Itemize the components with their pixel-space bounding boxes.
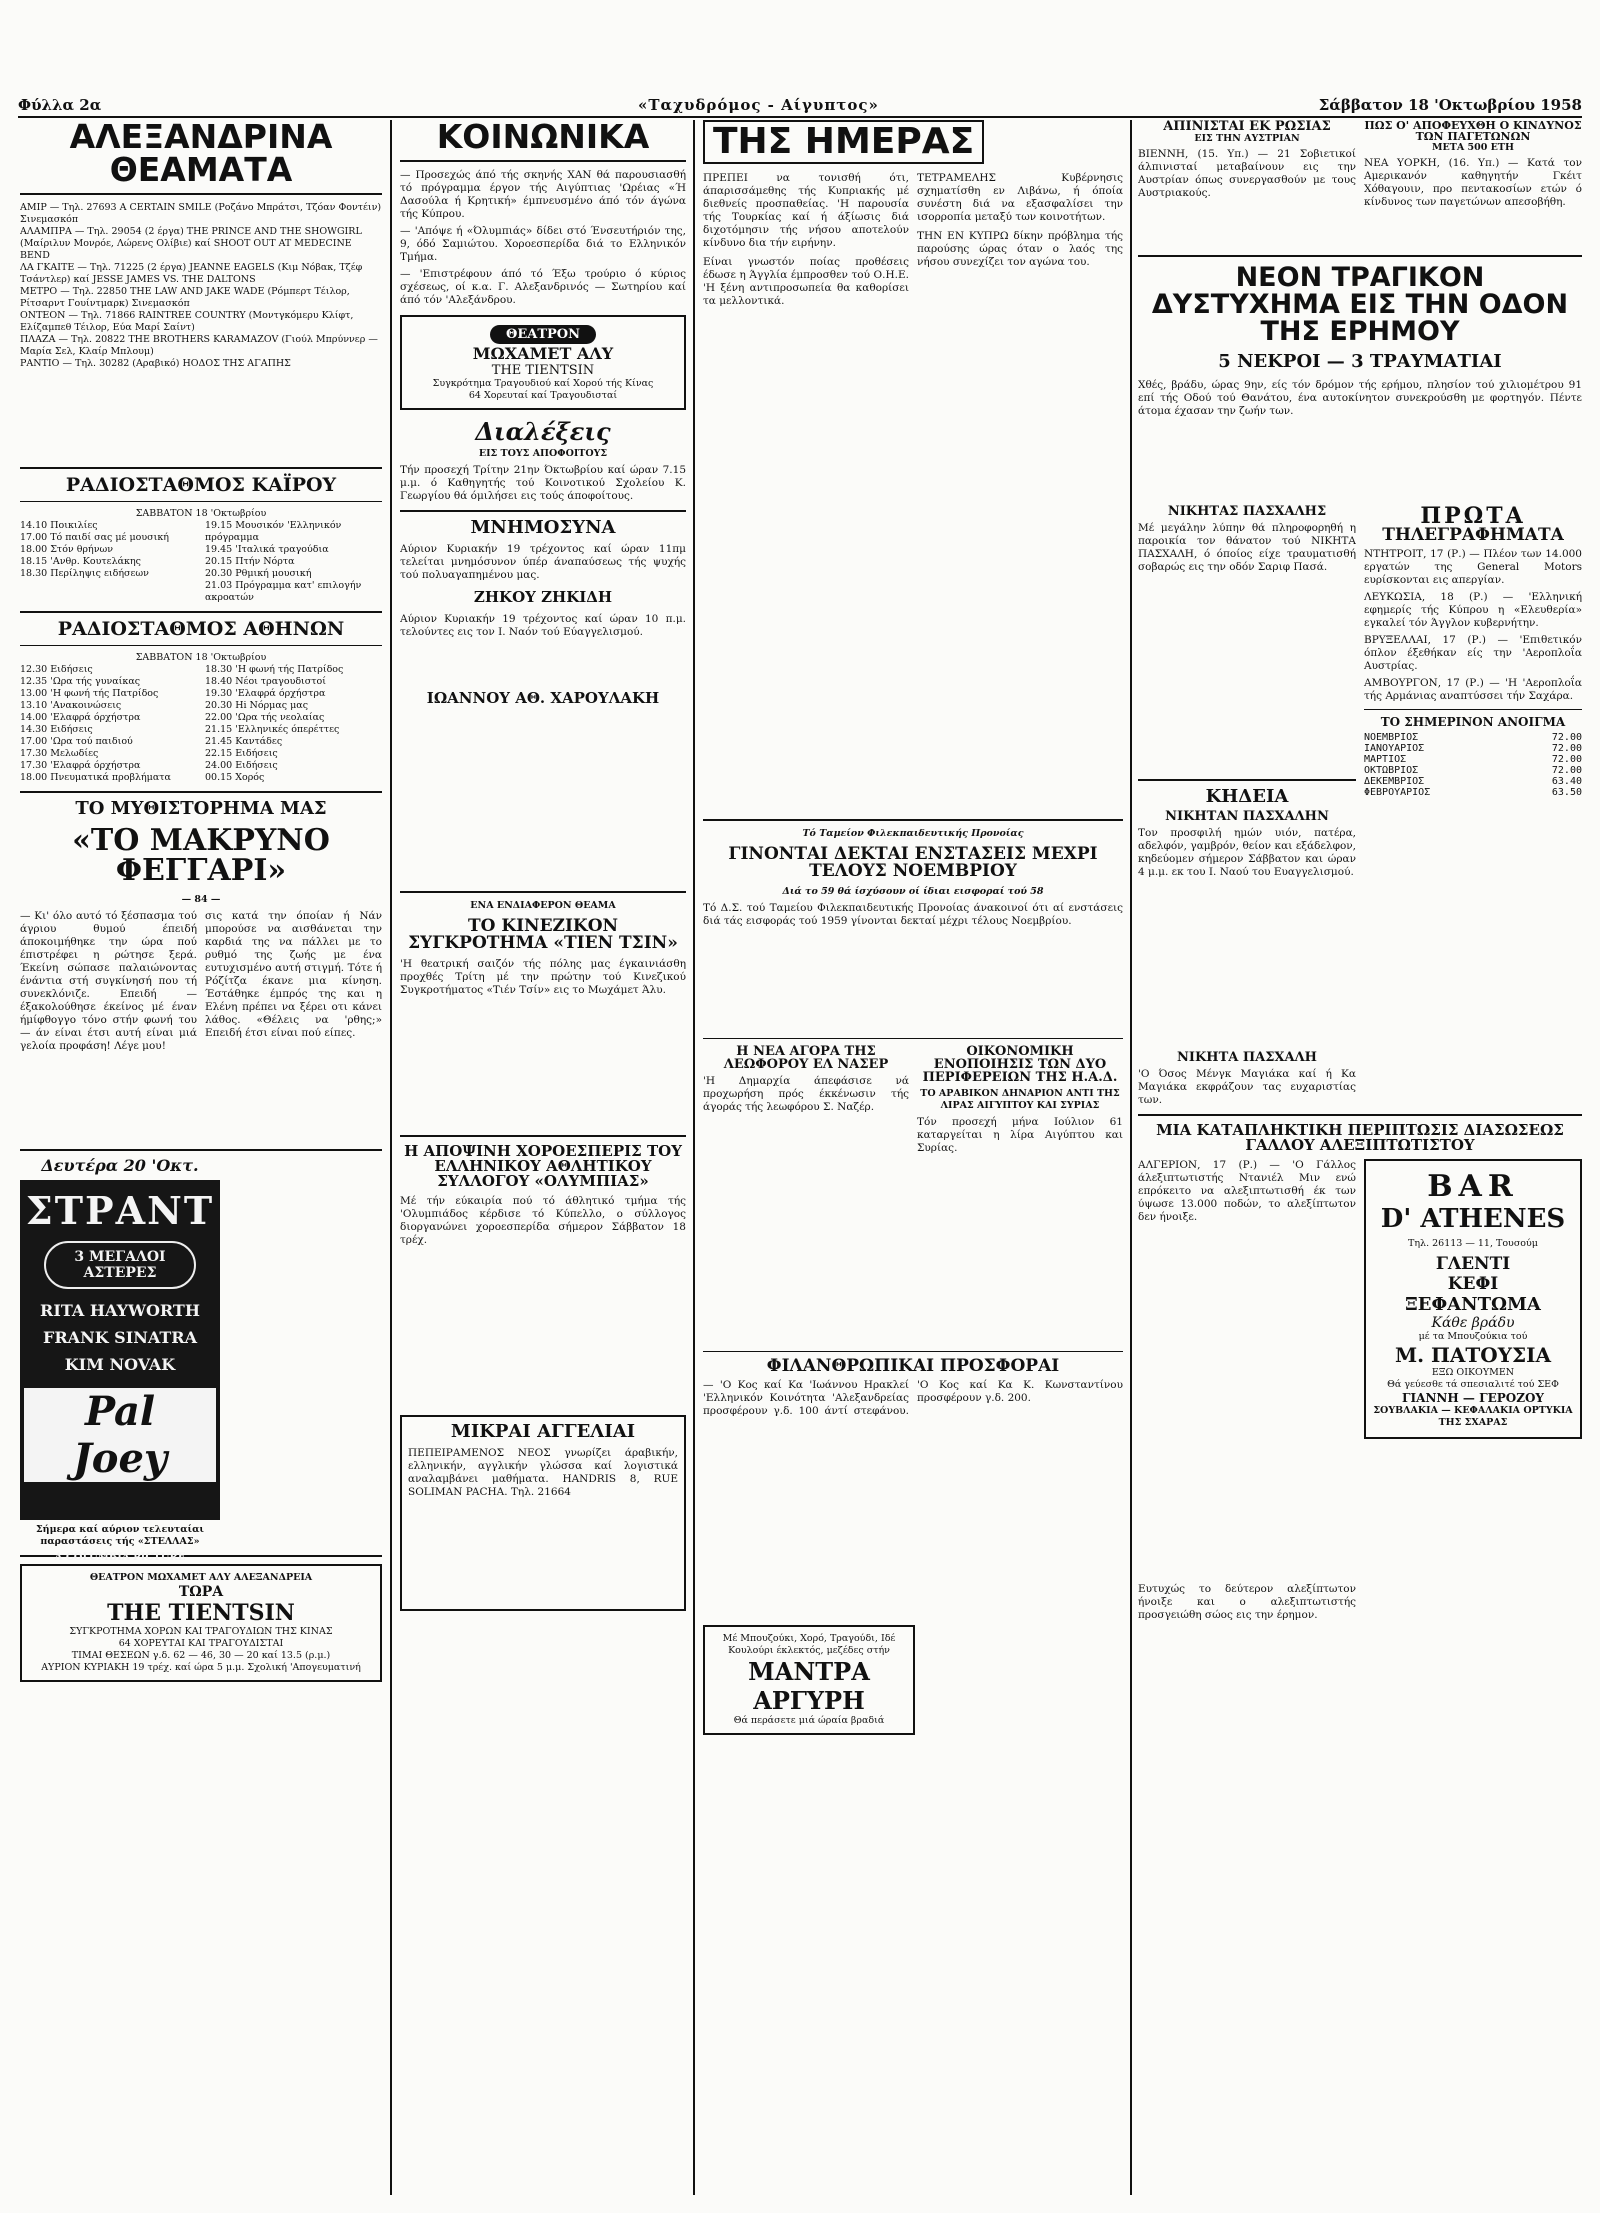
editorial-paragraph: ΤΕΤΡΑΜΕΛΗΣ Κυβέρνησις σχηματίσθη εν Λιβάνω, ή όποία συνέστη διά να εξασφαλίσει την ισορροπία μεταξύ των κοινοτήτων.: [917, 172, 1123, 223]
memorial-name: ΙΩΑΝΝΟΥ ΑΘ. ΧΑΡΟΥΛΑΚΗ: [426, 689, 660, 707]
section-title: ΑΛΕΞΑΝΔΡΙΝΑ ΘΕΑΜΑΤΑ: [69, 120, 333, 189]
social-note: — 'Επιστρέφουν άπό τό Έξω τρούριο ό κύριος σχέσεως, οί κ.α. Γ. Αλεξανδρινός — Σωτηρίου καί άπό τόν 'Αλεξάνδρου.: [400, 268, 686, 306]
thanks-text: 'Ο Όσος Μένγκ Μαγιάκα καί ή Κα Μαγιάκα εκφράζουν τας ευχαριστίας των.: [1138, 1068, 1356, 1106]
exchange-title: ΤΟ ΣΗΜΕΡΙΝΟΝ ΑΝΟΙΓΜΑ: [1380, 715, 1566, 729]
bar-line: Θά γεύεσθε τά σπεσιαλιτέ τού ΣΕΦ: [1387, 1379, 1559, 1390]
russia-sub: ΕΙΣ ΤΗΝ ΑΥΣΤΡΙΑΝ: [1194, 133, 1300, 144]
incident-section: [1138, 1159, 1582, 1622]
russia-text: ΒΙΕΝΝΗ, (15. Υπ.) — 21 Σοβιετικοί άλπινισταί μεταβαίνουν εις την Αυστρίαν όπως συνεργασθούν με τους Αυστριακούς.: [1138, 148, 1356, 199]
schedule-item: 17.00 'Ωρα τού παιδιού: [20, 736, 133, 747]
notice-text: Τό Δ.Σ. τού Ταμείου Φιλεκπαιδευτικής Προνοίας άνακοινοί ότι αί ενστάσεις διά τάς εισφοράς τού 1959 γίνονται δεκταί μέχρι τέλους Νοεμβρίου.: [703, 902, 1123, 927]
charity-text: — 'Ο Κος καί Κα 'Ιωάννου Ηρακλεί 'Ελληνικόν Κοινότητα 'Αλεξανδρείας προσφέρουν γ.δ. 100 άντί στεφάνου. 'Ο Κος καί Κα Κ. Κωνσταντίνου προσφέρουν γ.δ. 200.: [703, 1379, 1123, 1417]
russia-title: ΑΠΙΝΙΣΤΑΙ ΕΚ ΡΩΣΙΑΣ: [1163, 120, 1331, 134]
schedule-item: 24.00 Ειδήσεις: [205, 760, 278, 771]
obit-text: Μέ μεγάλην λύπην θά πληροφορηθή η παροικία τον θάνατον τού ΝΙΚΗΤΑ ΠΑΣΧΑΛΗ, ό όποίος είχε τραυματισθή σοβαρώς εις την οδόν Σαριφ Πασά.: [1138, 522, 1356, 573]
schedule-item: 18.00 Στόν θρήνων: [20, 544, 113, 555]
theatre-label: ΘΕΑΤΡΟΝ: [490, 325, 596, 344]
cinema-item: ΛΑ ΓΚΑΙΤΕ — Τηλ. 71225 (2 έργα) JEANNE EAGELS (Κιμ Νόβακ, Τζέφ Τσάντλερ) καί JESSE JAMES VS. THE DALTONS: [20, 262, 363, 285]
advert-footer: Σήμερα καί αύριον τελευταίαι παραστάσεις τής «ΣΤΕΛΛΑΣ»: [35, 1524, 205, 1547]
exchange-row: ΜΑΡΤΙΟΣ 72.00: [1364, 754, 1582, 765]
theatre-line: ΤΙΜΑΙ ΘΕΣΕΩΝ γ.δ. 62 — 46, 30 — 20 καί 13.5 (ρ.μ.): [71, 1650, 331, 1661]
film-title: Pal Joey: [24, 1388, 216, 1482]
star-name: KIM NOVAK: [64, 1355, 176, 1374]
star-name: FRANK SINATRA: [43, 1328, 197, 1347]
memorial-text: Αύριον Κυριακήν 19 τρέχοντος καί ώραν 10 π.μ. τελούντες εις τον Ι. Ναόν τού Εύαγγελισμού.: [400, 613, 686, 638]
funeral-name: ΝΙΚΗΤΑΝ ΠΑΣΧΑΛΗΝ: [1165, 809, 1329, 824]
novel-kicker: ΤΟ ΜΥΘΙΣΤΟΡΗΜΑ ΜΑΣ: [75, 798, 327, 819]
social-note: — 'Απόψε ή «Όλυμπιάς» δίδει στό Ένσευτήριόν της, 9, όδό Σαμιώτου. Χοροεσπερίδα διά το Ελληνικόν Τμήμα.: [400, 225, 686, 263]
show-title: ΤΟ ΚΙΝΕΖΙΚΟΝ ΣΥΓΚΡΟΤΗΜΑ «ΤΙΕΝ ΤΣΙΝ»: [408, 916, 678, 953]
exchange-row: ΦΕΒΡΟΥΑΡΙΟΣ 63.50: [1364, 787, 1582, 798]
dance-text: Μέ τήν εύκαιρία πού τό άθλητικό τμήμα τής 'Ολυμπιάδος κέρδισε τό Κύπελλο, ο σύλλογος διοργανώνει χοροεσπερίδα σήμερον Σάββατον 18 τρέχ.: [400, 1195, 686, 1246]
novel-column: σις κατά την όποίαν ή Νάν μπορούσε να αισθάνεται την καρδιά της να πάλλει με το ρυθμό της ζωής με ένα ευτυχισμένο αυτή στιγμή. Τότε ή Ρόζίτζα έκανε μια κίνηση. Έστάθηκε έμπρός της και η Ελένη πρέπει να ξέρει οτι κάνει λάθος. «Θέλεις να 'ρθης;» Επειδή έτσι είναι πού είπες.: [205, 910, 382, 1039]
schedule-item: 22.00 'Ωρα τής νεολαίας: [205, 712, 325, 723]
bar-line: ΓΛΕΝΤΙ: [1435, 1254, 1511, 1274]
editorial-paragraph: ΤΗΝ ΕΝ ΚΥΠΡΩ δίκην πρόβλημα τής παρούσης ώρας όταν ο λαός της νήσου συνεχίζει τον αγώνα του.: [917, 230, 1123, 268]
bar-line: ΚΕΦΙ: [1447, 1274, 1499, 1294]
wires-title: ΤΗΛΕΓΡΑΦΗΜΑΤΑ: [1382, 525, 1564, 545]
bar-line: μέ τα Μπουζούκια τού: [1418, 1331, 1528, 1342]
union-title: ΟΙΚΟΝΟΜΙΚΗ ΕΝΟΠΟΙΗΣΙΣ ΤΩΝ ΔΥΟ ΠΕΡΙΦΕΡΕΙΩΝ ΤΗΣ Η.Α.Δ.: [922, 1045, 1118, 1085]
schedule-item: 14.00 'Ελαφρά όρχήστρα: [20, 712, 141, 723]
obit-title: ΝΙΚΗΤΑΣ ΠΑΣΧΑΛΗΣ: [1167, 504, 1327, 519]
concert-line: Θά περάσετε μιά ώραία βραδιά: [733, 1715, 885, 1726]
schedule-item: 17.30 Μελωδίες: [20, 748, 99, 759]
cinema-item: ΡΑΝΤΙΟ — Τηλ. 30282 (Αραβικό) ΗΟΔΟΣ ΤΗΣ ΑΓΑΠΗΣ: [20, 358, 291, 369]
schedule-item: 14.30 Ειδήσεις: [20, 724, 93, 735]
radio-day: ΣΑΒΒΑΤΟΝ 18 'Οκτωβρίου: [135, 652, 267, 663]
concert-venue: ΜΑΝΤΡΑ ΑΡΓΥΡΗ: [748, 1657, 870, 1715]
bar-line: Μ. ΠΑΤΟΥΣΙΑ: [1394, 1343, 1552, 1367]
bar-advert: [1364, 1159, 1582, 1439]
column-rule: [1130, 120, 1132, 2195]
radio-cairo-schedule: [20, 520, 382, 604]
lectures-text: Τήν προσεχή Τρίτην 21ην Όκτωβρίου καί ώραν 7.15 μ.μ. ό Καθηγητής τού Κοινοτικού Σχολείου Κ. Γεωργίου θά όμιλήσει εις τούς άποφοίτους.: [400, 464, 686, 502]
stars-tag: 3 ΜΕΓΑΛΟΙ ΑΣΤΕΡΕΣ: [44, 1241, 196, 1289]
lectures-sub: ΕΙΣ ΤΟΥΣ ΑΠΟΦΟΙΤΟΥΣ: [478, 448, 608, 459]
social-note: — Προσεχώς άπό τής σκηνής ΧΑΝ θά παρουσιασθή τό πρόγραμμα έργον τής Αιγύπτιας 'Ωρέιας «Ή Δασούλα ή Κρητική» έμπνευσμένο άπό τόν άγώνα τής Κύπρου.: [400, 169, 686, 220]
top-news: [1138, 120, 1582, 248]
schedule-item: 18.30 Περίληψις ειδήσεων: [20, 568, 149, 579]
accident-sub: 5 ΝΕΚΡΟΙ — 3 ΤΡΑΥΜΑΤΙΑΙ: [1218, 351, 1502, 372]
show-kicker: ΕΝΑ ΕΝΔΙΑΦΕΡΟΝ ΘΕΑΜΑ: [470, 900, 616, 911]
wire-item: ΑΜΒΟΥΡΓΟΝ, 17 (Ρ.) — 'Η 'Αεροπλοΐα τής Αρμάνιας αναπτύσσει τήν Σαχάρα.: [1364, 677, 1582, 702]
schedule-item: 21.45 Καντάδες: [205, 736, 283, 747]
accident-title: ΝΕΟΝ ΤΡΑΓΙΚΟΝ ΔΥΣΤΥΧΗΜΑ ΕΙΣ ΤΗΝ ΟΔΟΝ ΤΗΣ ΕΡΗΜΟΥ: [1151, 262, 1569, 347]
schedule-item: 12.35 'Ωρα τής γυναίκας: [20, 676, 141, 687]
section-title: ΤΗΣ ΗΜΕΡΑΣ: [703, 120, 984, 164]
theatre-name: ΜΩΧΑΜΕΤ ΑΛΥ: [472, 344, 614, 363]
editorial-paragraph: Είναι γνωστόν ποίας προθέσεις έδωσε η Άγγλία έμπροσθεν τού Ο.Η.Ε. 'Η ξένη αντιπροσωπεία θα καθορίσει τα μελλοντικά.: [703, 256, 909, 307]
schedule-item: 20.30 Ρθμική μουσική: [205, 568, 312, 579]
novel-text: [20, 910, 382, 1142]
radio-athens-schedule: [20, 664, 382, 784]
schedule-item: 12.30 Ειδήσεις: [20, 664, 93, 675]
cinema-listings: [20, 202, 382, 460]
advert-date: Δευτέρα 20 'Οκτ.: [41, 1156, 199, 1175]
news-pair: [703, 1045, 1123, 1345]
section-title: ΚΟΙΝΩΝΙΚΑ: [436, 120, 650, 156]
exchange-row: ΟΚΤΩΒΡΙΟΣ 72.00: [1364, 765, 1582, 776]
memorial-title: ΜΝΗΜΟΣΥΝΑ: [470, 517, 616, 538]
exchange-row: ΝΟΕΜΒΡΙΟΣ 72.00: [1364, 732, 1582, 743]
editorial-paragraph: ΠΡΕΠΕΙ να τονισθή ότι, άπαρισσάμεθης τής Κυπριακής μέ διεθνείς προσπαθείας. 'Η παρουσία τής Τουρκίας καί ή άξίωσις διά διχοτόμησιν τής νήσου αποτελούν κίνδυνο δια τήν ειρήνην.: [703, 172, 909, 249]
bar-name: D' ATHENES: [1380, 1204, 1566, 1234]
cinema-item: ΠΛΑΖΑ — Τηλ. 20822 THE BROTHERS KARAMAZOV (Γιούλ Μπρύννερ — Μαρία Σελ, Κλαίρ Μπλουμ): [20, 334, 378, 357]
obits-and-wires: [1138, 505, 1582, 1107]
funeral-title: ΚΗΔΕΙΑ: [1205, 786, 1289, 807]
radio-athens-title: ΡΑΔΙΟΣΤΑΘΜΟΣ ΑΘΗΝΩΝ: [57, 618, 345, 640]
notice-kicker: Τό Ταμείον Φιλεκπαιδευτικής Προνοίας: [802, 828, 1024, 839]
incident-text: Ευτυχώς το δεύτερον αλεξίπτωτον ήνοιξε και ο αλεξιπτωτιστής προσγειώθη σώος εις την έρημον.: [1138, 1583, 1356, 1621]
schedule-item: 20.15 Πτήν Νόρτα: [205, 556, 295, 567]
schedule-item: 19.45 'Ιταλικά τραγούδια: [205, 544, 329, 555]
schedule-item: 19.30 'Ελαφρά όρχήστρα: [205, 688, 326, 699]
cinema-item: ΟΝΤΕΟΝ — Τηλ. 71866 RAINTREE COUNTRY (Μοντγκόμερυ Κλίφτ, Ελίζαμπεθ Τέιλορ, Εύα Μαρί Σαίντ): [20, 310, 354, 333]
charity-title: ΦΙΛΑΝΘΡΩΠΙΚΑΙ ΠΡΟΣΦΟΡΑΙ: [766, 1356, 1060, 1376]
theatre-line: ΣΥΓΚΡΟΤΗΜΑ ΧΟΡΩΝ ΚΑΙ ΤΡΑΓΟΥΔΙΩΝ ΤΗΣ ΚΙΝΑΣ: [69, 1626, 333, 1637]
schedule-item: 21.15 'Ελληνικές όπερέττες: [205, 724, 340, 735]
novel-title: «ΤΟ ΜΑΚΡΥΝΟ ΦΕΓΓΑΡΙ»: [72, 823, 330, 888]
column-3: [703, 120, 1123, 2195]
bar-name: BAR: [1427, 1169, 1519, 1204]
paper-name: «Ταχυδρόμος - Αίγυπτος»: [638, 96, 879, 114]
concert-line: Μέ Μπουζούκι, Χορό, Τραγούδι, Ιδέ Κουλούρι έκλεκτός, μεζέδες στήν: [722, 1633, 896, 1656]
dance-title: Η ΑΠΟΨΙΝΗ ΧΟΡΟΕΣΠΕΡΙΣ ΤΟΥ ΕΛΛΗΝΙΚΟΥ ΑΘΛΗΤΙΚΟΥ ΣΥΛΛΟΓΟΥ «ΟΛΥΜΠΙΑΣ»: [404, 1142, 682, 1190]
theatre-line: 64 ΧΟΡΕΥΤΑΙ ΚΑΙ ΤΡΑΓΟΥΔΙΣΤΑΙ: [118, 1638, 284, 1649]
incident-title: ΜΙΑ ΚΑΤΑΠΛΗΚΤΙΚΗ ΠΕΡΙΠΤΩΣΙΣ ΔΙΑΣΩΣΕΩΣ ΓΑΛΛΟΥ ΑΛΕΞΙΠΤΩΤΙΣΤΟΥ: [1156, 1121, 1564, 1154]
escape-title: ΠΩΣ Ο' ΑΠΟΦΕΥΧΘΗ Ο ΚΙΝΔΥΝΟΣ ΤΩΝ ΠΑΓΕΤΩΝΩΝ: [1364, 120, 1582, 143]
classifieds-title: ΜΙΚΡΑΙ ΑΓΓΕΛΙΑΙ: [450, 1421, 636, 1442]
classifieds-text: ΠΕΠΕΙΡΑΜΕΝΟΣ ΝΕΟΣ γνωρίζει άραβικήν, ελληνικήν, αγγλικήν γλώσσα καί λογιστικά αναλαμβάνει μαθήματα. HANDRIS 8, RUE SOLIMAN PACHA. Τηλ. 21664: [408, 1447, 678, 1498]
union-sub: ΤΟ ΑΡΑΒΙΚΟΝ ΔΗΝΑΡΙΟΝ ΑΝΤΙ ΤΗΣ ΛΙΡΑΣ ΑΙΓΥΠΤΟΥ ΚΑΙ ΣΥΡΙΑΣ: [920, 1088, 1120, 1111]
cinema-name: ΣΤΡΑΝΤ: [25, 1188, 215, 1233]
bar-line: Κάθε βράδυ: [1431, 1315, 1515, 1331]
schedule-item: 13.10 'Ανακοινώσεις: [20, 700, 122, 711]
schedule-item: 18.00 Πνευματικά προβλήματα: [20, 772, 171, 783]
column-rule: [693, 120, 695, 2195]
thanks-name: ΝΙΚΗΤΑ ΠΑΣΧΑΛΗ: [1177, 1050, 1317, 1065]
escape-sub: ΜΕΤΑ 500 ΕΤΗ: [1432, 142, 1514, 153]
schedule-item: 17.30 'Ελαφρά όρχήστρα: [20, 760, 141, 771]
novel-column: — Κι' όλο αυτό τό ξέσπασμα τού άγριου θυμού έπειδή άποκοιμήθηκε την ώρα πού έπιστρέφει η ρώτησε ξερά. Έκείνη σώπασε παλαιώνοντας ένάντια στή συγκίνησή που τή συνεκλόνιζε. Επειδή — έξακολούθησε έκείνος μέ έναν ήμίφθογγο τόνο στήν φωνή του — άν είναι έτσι αυτή είναι μιά γελοία προφάση! Λέγε μου!: [20, 910, 197, 1052]
show-text: 'Η θεατρική σαιζόν τής πόλης μας έγκαινιάσθη προχθές Τρίτη μέ την πρώτην τού Κινεζικού Συγκροτήματος «Τιέν Τσίν» εις το Μωχάμετ Άλυ.: [400, 958, 686, 996]
schedule-item: 19.15 Μουσικόν 'Ελληνικόν πρόγραμμα: [205, 520, 342, 543]
theatre-heading: ΘΕΑΤΡΟΝ ΜΩΧΑΜΕΤ ΑΛΥ ΑΛΕΞΑΝΔΡΕΙΑ: [89, 1572, 313, 1583]
bar-line: ΞΕΦΑΝΤΩΜΑ: [1405, 1294, 1541, 1315]
schedule-item: 20.30 Hi Νόρμας μας: [205, 700, 309, 711]
classifieds-box: [400, 1415, 686, 1611]
bar-line: ΓΙΑΝΝΗ — ΓΕΡΟΖΟΥ: [1402, 1391, 1544, 1405]
schedule-item: 18.30 'Η φωνή τής Πατρίδος: [205, 664, 344, 675]
cinema-item: ΑΛΑΜΠΡΑ — Τηλ. 29054 (2 έργα) THE PRINCE AND THE SHOWGIRL (Μαίριλυν Μονρόε, Λώρενς Ολίβιε) καί SHOOT OUT AT MEDECINE BEND: [20, 226, 362, 261]
wires-kicker: ΠΡΩΤΑ: [1420, 503, 1526, 529]
schedule-item: 17.00 Τό παιδί σας μέ μουσική: [20, 532, 170, 543]
notice-sub: Διά το 59 θά ίσχύσουν οί ίδιαι εισφοραί τού 58: [782, 886, 1044, 897]
editorial-text: [703, 172, 1123, 812]
column-2: [400, 120, 686, 2195]
cinema-advert: [20, 1156, 220, 1563]
market-title: Η ΝΕΑ ΑΓΟΡΑ ΤΗΣ ΛΕΩΦΟΡΟΥ ΕΛ ΝΑΣΕΡ: [723, 1045, 889, 1072]
notice-title: ΓΙΝΟΝΤΑΙ ΔΕΚΤΑΙ ΕΝΣΤΑΣΕΙΣ ΜΕΧΡΙ ΤΕΛΟΥΣ ΝΟΕΜΒΡΙΟΥ: [728, 844, 1098, 881]
cinema-item: ΑΜΙΡ — Τηλ. 27693 A CERTAIN SMILE (Ροζάνο Μπράτσι, Τζόαν Φοντέιν) Σινεμασκόπ: [20, 202, 382, 225]
schedule-item: 22.15 Ειδήσεις: [205, 748, 278, 759]
market-text: 'Η Δημαρχία άπεφάσισε νά προχωρήση πρός έκκένωσιν τής άγοράς τής λεωφόρου Σ. Ναζέρ.: [703, 1075, 909, 1113]
column-1: [20, 120, 382, 2195]
schedule-item: 14.10 Ποικιλίες: [20, 520, 98, 531]
radio-cairo-title: ΡΑΔΙΟΣΤΑΘΜΟΣ ΚΑΪΡΟΥ: [65, 474, 337, 496]
wire-item: ΒΡΥΞΕΛΛΑΙ, 17 (Ρ.) — 'Επιθετικόν όπλον έξεθήκαν είς την 'Αεροπλοΐα Αυστρίας.: [1364, 634, 1582, 672]
studio-name: A COLUMBIA PICTURE: [54, 1552, 186, 1563]
theatre-show: THE TIENTSIN: [107, 1600, 295, 1626]
exchange-row: ΔΕΚΕΜΒΡΙΟΣ 63.40: [1364, 776, 1582, 787]
bar-line: ΣΟΥΒΛΑΚΙΑ — ΚΕΦΑΛΑΚΙΑ ΟΡΤΥΚΙΑ ΤΗΣ ΣΧΑΡΑΣ: [1373, 1405, 1573, 1428]
wire-item: ΝΤΗΤΡΟΙΤ, 17 (Ρ.) — Πλέον των 14.000 εργατών της General Motors ευρίσκονται εις απεργίαν.: [1364, 548, 1582, 586]
schedule-item: 18.40 Νέοι τραγουδιστοί: [205, 676, 326, 687]
radio-day: ΣΑΒΒΑΤΟΝ 18 'Οκτωβρίου: [135, 508, 267, 519]
schedule-item: 13.00 'Η φωνή τής Πατρίδος: [20, 688, 159, 699]
theatre-now: ΤΩΡΑ: [178, 1584, 224, 1600]
concert-advert: [703, 1625, 915, 1735]
column-4: [1138, 120, 1582, 2195]
incident-text: ΑΛΓΕΡΙΟΝ, 17 (Ρ.) — 'Ο Γάλλος άλεξιπτωτιστής Ντανιέλ Μιν ενώ επρόκειτο να αλεξιπτωτισθή έκ των ύψωσε 13.000 ποδών, το αλεξίπτωτον δεν ήνοιξε.: [1138, 1159, 1356, 1223]
lectures-title: Διαλέξεις: [475, 417, 611, 446]
exchange-row: ΙΑΝΟΥΑΡΙΟΣ 72.00: [1364, 743, 1582, 754]
theatre-desc: 64 Χορευταί καί Τραγουδισταί: [468, 390, 618, 401]
masthead-bar: [18, 96, 1582, 118]
schedule-item: 21.03 Πρόγραμμα κατ' επιλογήν ακροατών: [205, 580, 362, 603]
issue-date: Σάββατον 18 'Οκτωβρίου 1958: [1318, 96, 1582, 114]
schedule-item: 00.15 Χορός: [205, 772, 265, 783]
union-text: Τόν προσεχή μήνα Ιούλιον 61 καταργείται η λίρα Αιγύπτου και Συρίας.: [917, 1116, 1123, 1154]
wire-item: ΛΕΥΚΩΣΙΑ, 18 (Ρ.) — 'Ελληνική εφημερίς τής Κύπρου η «Ελευθερία» εγκαλεί τόν Άγγλον κυβερνήτην.: [1364, 591, 1582, 629]
theatre-notice: [400, 315, 686, 410]
memorial-name: ΖΗΚΟΥ ΖΗΚΙΔΗ: [473, 588, 613, 606]
novel-number: — 84 —: [181, 894, 221, 905]
bar-line: ΕΞΩ ΟΙΚΟΥΜΕΝ: [1431, 1367, 1515, 1378]
column-rule: [390, 120, 392, 2195]
theatre-advert: [20, 1564, 382, 1682]
escape-text: ΝΕΑ ΥΟΡΚΗ, (16. Υπ.) — Κατά τον Αμερικανόν καθηγητήν Γκέιτ Χόθαγουιν, προ πεντακοσίων ετών ό κίνδυνος των παγετώνων απεσοβήθη.: [1364, 157, 1582, 208]
page-number: Φύλλα 2α: [18, 96, 102, 114]
theatre-desc: Συγκρότημα Τραγουδιού καί Χορού τής Κίνας: [432, 378, 654, 389]
theatre-line: ΑΥΡΙΟΝ ΚΥΡΙΑΚΗ 19 τρέχ. καί ώρα 5 μ.μ. Σχολική 'Απογευματινή: [41, 1662, 361, 1673]
exchange-table: [1364, 732, 1582, 798]
memorial-text: Αύριον Κυριακήν 19 τρέχοντος καί ώραν 11πμ τελείται μνημόσυνον ύπέρ άναπαύσεως τής ψυχής τού πολυαγαπημένου μας.: [400, 543, 686, 581]
funeral-text: Τον προσφιλή ημών υιόν, πατέρα, αδελφόν, γαμβρόν, θείον και εξάδελφον, κηδεύομεν σήμερον Σάββατον και ώραν 4 μ.μ. εκ του Ι. Ναού του Ευαγγελισμού.: [1138, 827, 1356, 878]
schedule-item: 18.15 'Ανθρ. Κουτελάκης: [20, 556, 141, 567]
theatre-show: THE TIENTSIN: [491, 363, 595, 378]
bar-phone: Τηλ. 26113 — 11, Τουσούμ: [1408, 1238, 1538, 1249]
accident-text: Χθές, βράδυ, ώρας 9ην, είς τόν δρόμον τής ερήμου, πλησίον τού χιλιομέτρου 91 επί τής Οδού τού Θανάτου, ένα αυτοκίνητον συνεκρούσθη με φορτηγόν. Πέντε άτομα έχασαν την ζωήν των.: [1138, 379, 1582, 417]
star-name: RITA HAYWORTH: [40, 1301, 200, 1320]
cinema-item: ΜΕΤΡΟ — Τηλ. 22850 THE LAW AND JAKE WADE (Ρόμπερτ Τέιλορ, Ρίτσαρντ Γουίντμαρκ) Σινεμασκόπ: [20, 286, 350, 309]
